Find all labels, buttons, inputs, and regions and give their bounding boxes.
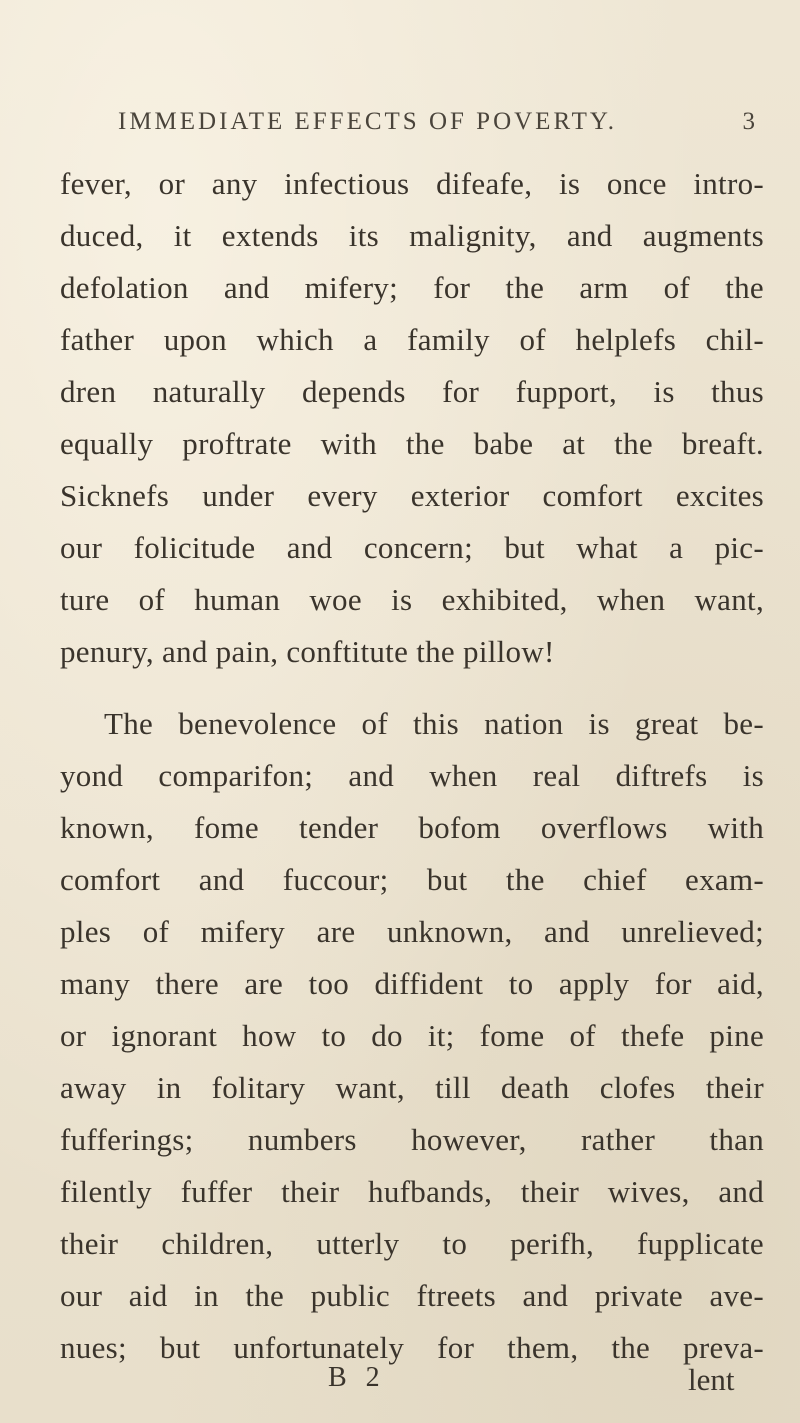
text-line: dren naturally depends for fupport, is thus bbox=[60, 374, 764, 409]
text-line: defolation and mifery; for the arm of the bbox=[60, 270, 764, 305]
text-line: fever, or any infectious difeafe, is once intro- bbox=[60, 166, 764, 201]
running-head-title: IMMEDIATE EFFECTS OF POVERTY. bbox=[118, 108, 617, 135]
text-line: many there are too diffident to apply for aid, bbox=[60, 966, 764, 1001]
text-line: nues; but unfortunately for them, the preva- bbox=[60, 1330, 764, 1365]
running-head bbox=[118, 108, 758, 148]
text-line: Sicknefs under every exterior comfort excites bbox=[60, 478, 764, 513]
catchword: lent bbox=[688, 1362, 735, 1397]
text-line: filently fuffer their hufbands, their wives, and bbox=[60, 1174, 764, 1209]
text-line: yond comparifon; and when real diftrefs is bbox=[60, 758, 764, 793]
text-line: equally proftrate with the babe at the breaft. bbox=[60, 426, 764, 461]
text-line: ture of human woe is exhibited, when want, bbox=[60, 582, 764, 617]
text-line: away in folitary want, till death clofes their bbox=[60, 1070, 764, 1105]
text-line: penury, and pain, conftitute the pillow! bbox=[60, 634, 555, 669]
text-line: their children, utterly to perifh, fupplicate bbox=[60, 1226, 764, 1261]
text-line: our aid in the public ftreets and private ave- bbox=[60, 1278, 764, 1313]
text-line: father upon which a family of helplefs chil- bbox=[60, 322, 764, 357]
page-number: 3 bbox=[742, 108, 758, 135]
text-line: known, fome tender bofom overflows with bbox=[60, 810, 764, 845]
text-line: The benevolence of this nation is great be- bbox=[104, 706, 764, 741]
page-footer bbox=[0, 1362, 800, 1402]
text-line: ples of mifery are unknown, and unrelieved; bbox=[60, 914, 764, 949]
text-line: fufferings; numbers however, rather than bbox=[60, 1122, 764, 1157]
text-line: or ignorant how to do it; fome of thefe pine bbox=[60, 1018, 764, 1053]
text-line: our folicitude and concern; but what a pic- bbox=[60, 530, 764, 565]
text-line: comfort and fuccour; but the chief exam- bbox=[60, 862, 764, 897]
signature-mark: B 2 bbox=[328, 1362, 386, 1393]
text-line: duced, it extends its malignity, and augments bbox=[60, 218, 764, 253]
